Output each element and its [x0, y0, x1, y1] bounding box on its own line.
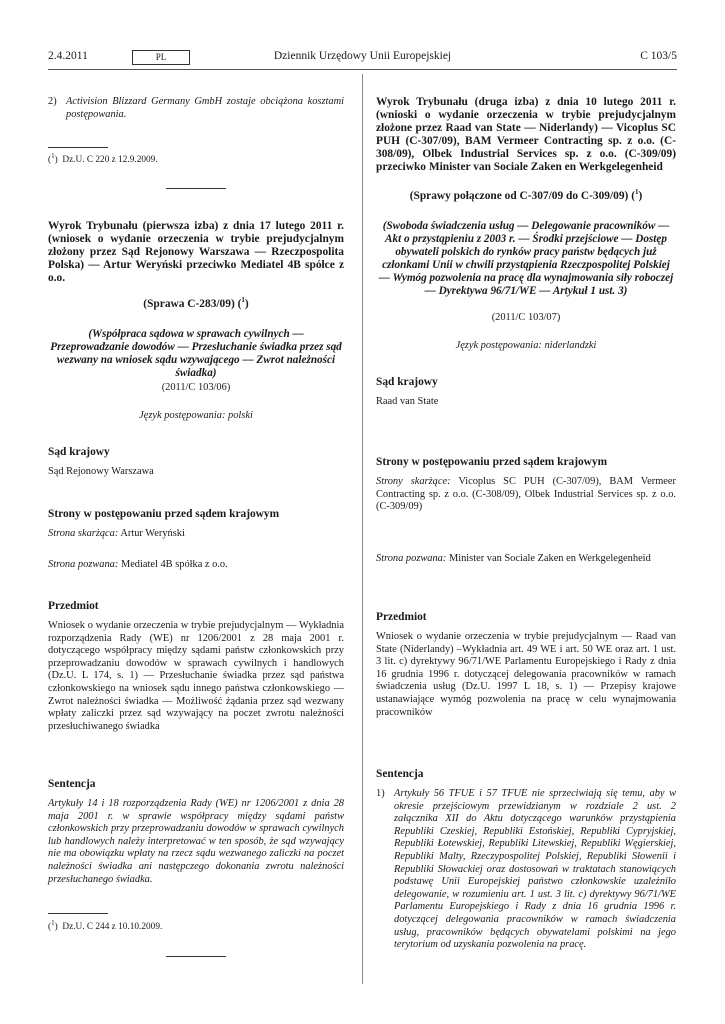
keywords: (Współpraca sądowa w sprawach cywilnych — Przeprowadzanie dowodów — Przesłuchanie świadka przez sąd wezwany na wniosek sądu wzywającego — Zwrot należności świadka) — [50, 328, 342, 379]
ruling-heading: Sentencja — [376, 768, 424, 780]
defendant-label: Strona pozwana: — [48, 559, 119, 570]
applicant-label: Strona skarżąca: — [48, 528, 119, 539]
page-header — [48, 50, 677, 66]
footnote-rule-2 — [48, 913, 108, 914]
subject-text: Wniosek o wydanie orzeczenia w trybie prejudycjalnym — Wykładnia rozporządzenia Rady (WE) nr 1206/2001 z 28 maja 2001 r. dotyczącego współpracy między sądami państw członkowskich przy przeprowadzaniu dowodów w sprawach cywilnych i handlowych (Dz.U. L 174, s. 1) — Przesłuchanie świadka przez sąd państwa członkowskiego na wniosek sądu innego państwa członkowskiego — Zwrot należności świadka — Możliwość żądania przez sąd wezwany wpłaty zaliczki przez sąd wzywający na poczet zwrotu należności przesłuchiwanego świadka — [48, 620, 344, 732]
footnote-text: Dz.U. C 220 z 12.9.2009. — [62, 155, 158, 165]
reference-number: (2011/C 103/06) — [161, 382, 231, 393]
header-rule — [48, 69, 677, 70]
separator-bottom — [48, 956, 344, 957]
court-heading: Sąd krajowy — [376, 376, 438, 388]
ruling-item-1 — [376, 788, 676, 952]
defendant-name: Mediatel 4B spółka z o.o. — [120, 559, 228, 570]
defendant-label: Strona pozwana: — [376, 553, 447, 564]
parties-heading: Strony w postępowaniu przed sądem krajowym — [376, 456, 608, 468]
case-footnote-mark: 1 — [635, 188, 639, 197]
footnote-1: ($^1$) Dz.U. C 220 z 12.9.2009. — [48, 151, 158, 165]
parties-heading: Strony w postępowaniu przed sądem krajowym — [48, 508, 280, 520]
language-badge: PL — [132, 50, 190, 65]
case-number: (Sprawy połączone od C-307/09 do C-309/09) ($^1$) — [409, 188, 643, 202]
applicants — [376, 476, 676, 514]
separator — [48, 188, 344, 189]
national-court: Raad van State — [376, 396, 439, 407]
applicant-name: Artur Weryński — [120, 528, 185, 539]
court-heading: Sąd krajowy — [48, 446, 110, 458]
item-text: Artykuły 56 TFUE i 57 TFUE nie sprzeciwiają się temu, aby w okresie przejściowym przewidzianym w rozdziale 2 ust. 2 załącznika XII do Aktu dotyczącego warunków przystąpienia Republiki Czeskiej, Republiki Estońskiej, Republiki Cypryjskiej, Republiki Łotewskiej, Republiki Litewskiej, Republiki Węgierskiej, Republiki Malty, Rzeczypospolitej Polskiej, Republiki Słowenii i Republiki Słowackiej oraz dostosowań w traktatach stanowiących podstawę Unii Europejskiej państwo członkowskie uzależniło delegowanie, w rozumieniu art. 1 ust. 3 lit. c) dyrektywy 96/71/WE Parlamentu Europejskiego i Rady z dnia 16 grudnia 1996 r. dotyczącej delegowania pracowników w ramach świadczenia usług, pracowników będących obywatelami polskimi na jego terytorium od uzyskania pozwolenia na pracę. — [394, 788, 676, 951]
defendant-name: Minister van Sociale Zaken en Werkgelegenheid — [448, 553, 651, 564]
defendant — [48, 559, 344, 572]
footnote-text: Dz.U. C 244 z 10.10.2009. — [62, 922, 163, 932]
right-column — [376, 90, 676, 984]
footnote-rule — [48, 147, 108, 148]
previous-ruling-item-2 — [48, 96, 344, 121]
applicant-names: Vicoplus SC PUH (C-307/09), BAM Vermeer Contracting sp. z o.o. (C-308/09), Olbek Industrial Services sp. z o.o. (C-309/09) — [376, 476, 676, 513]
item-number: 2) — [48, 96, 57, 107]
ruling-heading: Sentencja — [48, 778, 96, 790]
defendant — [376, 553, 676, 566]
subject-heading: Przedmiot — [376, 611, 427, 623]
header-date: 2.4.2011 — [48, 50, 88, 62]
page-number: C 103/5 — [640, 50, 677, 62]
subject-text: Wniosek o wydanie orzeczenia w trybie prejudycjalnym — Raad van State (Niderlandy) –Wykładnia art. 49 WE i art. 50 WE oraz art. 1 ust. 3 lit. c) dyrektywy 96/71/WE Parlamentu Europejskiego i Rady z dnia 16 grudnia 1996 r. dotyczącej delegowania pracowników w ramach świadczenia usług (Dz.U. 1997 L 18, s. 1) — Przepisy krajowe ustanawiające wymóg pozwolenia na pracę w celu wynajmowania pracowników — [376, 631, 676, 718]
journal-title: Dziennik Urzędowy Unii Europejskiej — [273, 50, 452, 62]
reference-number: (2011/C 103/07) — [491, 312, 561, 323]
footnote-mark: 1 — [51, 918, 55, 927]
footnote-mark: 1 — [51, 151, 55, 160]
case-number: (Sprawa C-283/09) ($^1$) — [143, 296, 249, 310]
judgment-title: Wyrok Trybunału (pierwsza izba) z dnia 17 lutego 2011 r. (wniosek o wydanie orzeczenia w trybie prejudycjalnym złożony przez Sąd Rejonowy Warszawa — Rzeczpospolita Polska) — Artur Weryński przeciwko Mediatel 4B spółce z o.o. — [48, 220, 344, 284]
column-divider — [362, 74, 363, 984]
applicant-label: Strony skarżące: — [376, 476, 451, 487]
left-column — [48, 90, 344, 984]
item-text: Activision Blizzard Germany GmbH zostaje obciążona kosztami postępowania. — [66, 96, 344, 120]
keywords: (Swoboda świadczenia usług — Delegowanie pracowników — Akt o przystąpieniu z 2003 r. — Środki przejściowe — Dostęp obywateli polskich do rynków pracy państw będących już członkami Unii w chwili przystąpienia Rzeczpospolitej Polskiej — Wymóg pozwolenia na pracę dla wynajmowania siły roboczej — Dyrektywa 96/71/WE — Artykuł 1 ust. 3) — [378, 220, 674, 297]
procedure-language: Język postępowania: niderlandzki — [455, 340, 597, 351]
procedure-language: Język postępowania: polski — [139, 410, 253, 421]
applicant — [48, 528, 344, 541]
case-footnote-mark: 1 — [241, 296, 245, 305]
ruling-text: Artykuły 14 i 18 rozporządzenia Rady (WE) nr 1206/2001 z dnia 28 maja 2001 r. w sprawie współpracy między sądami państw członkowskich przy przeprowadzaniu dowodów w sprawach cywilnych lub handlowych należy interpretować w ten sposób, że sąd wzywający nie ma obowiązku wpłaty na rzecz sądu wezwanego zaliczki na poczet należności świadka ani następczego dokonania zwrotu należności przesłuchanego świadka. — [48, 798, 344, 885]
judgment-title: Wyrok Trybunału (druga izba) z dnia 10 lutego 2011 r. (wnioski o wydanie orzeczenia w trybie prejudycjalnym złożone przez Raad van State — Niderlandy) — Vicoplus SC PUH (C-307/09), BAM Vermeer Contracting sp. z o.o. (C-308/09), Olbek Industrial Services sp. z o.o. (C-309/09) przeciwko Minister van Sociale Zaken en Werkgelegenheid — [376, 96, 676, 173]
subject-heading: Przedmiot — [48, 600, 99, 612]
item-number: 1) — [376, 788, 385, 799]
national-court: Sąd Rejonowy Warszawa — [48, 466, 154, 477]
footnote-2: ($^1$) Dz.U. C 244 z 10.10.2009. — [48, 918, 163, 932]
